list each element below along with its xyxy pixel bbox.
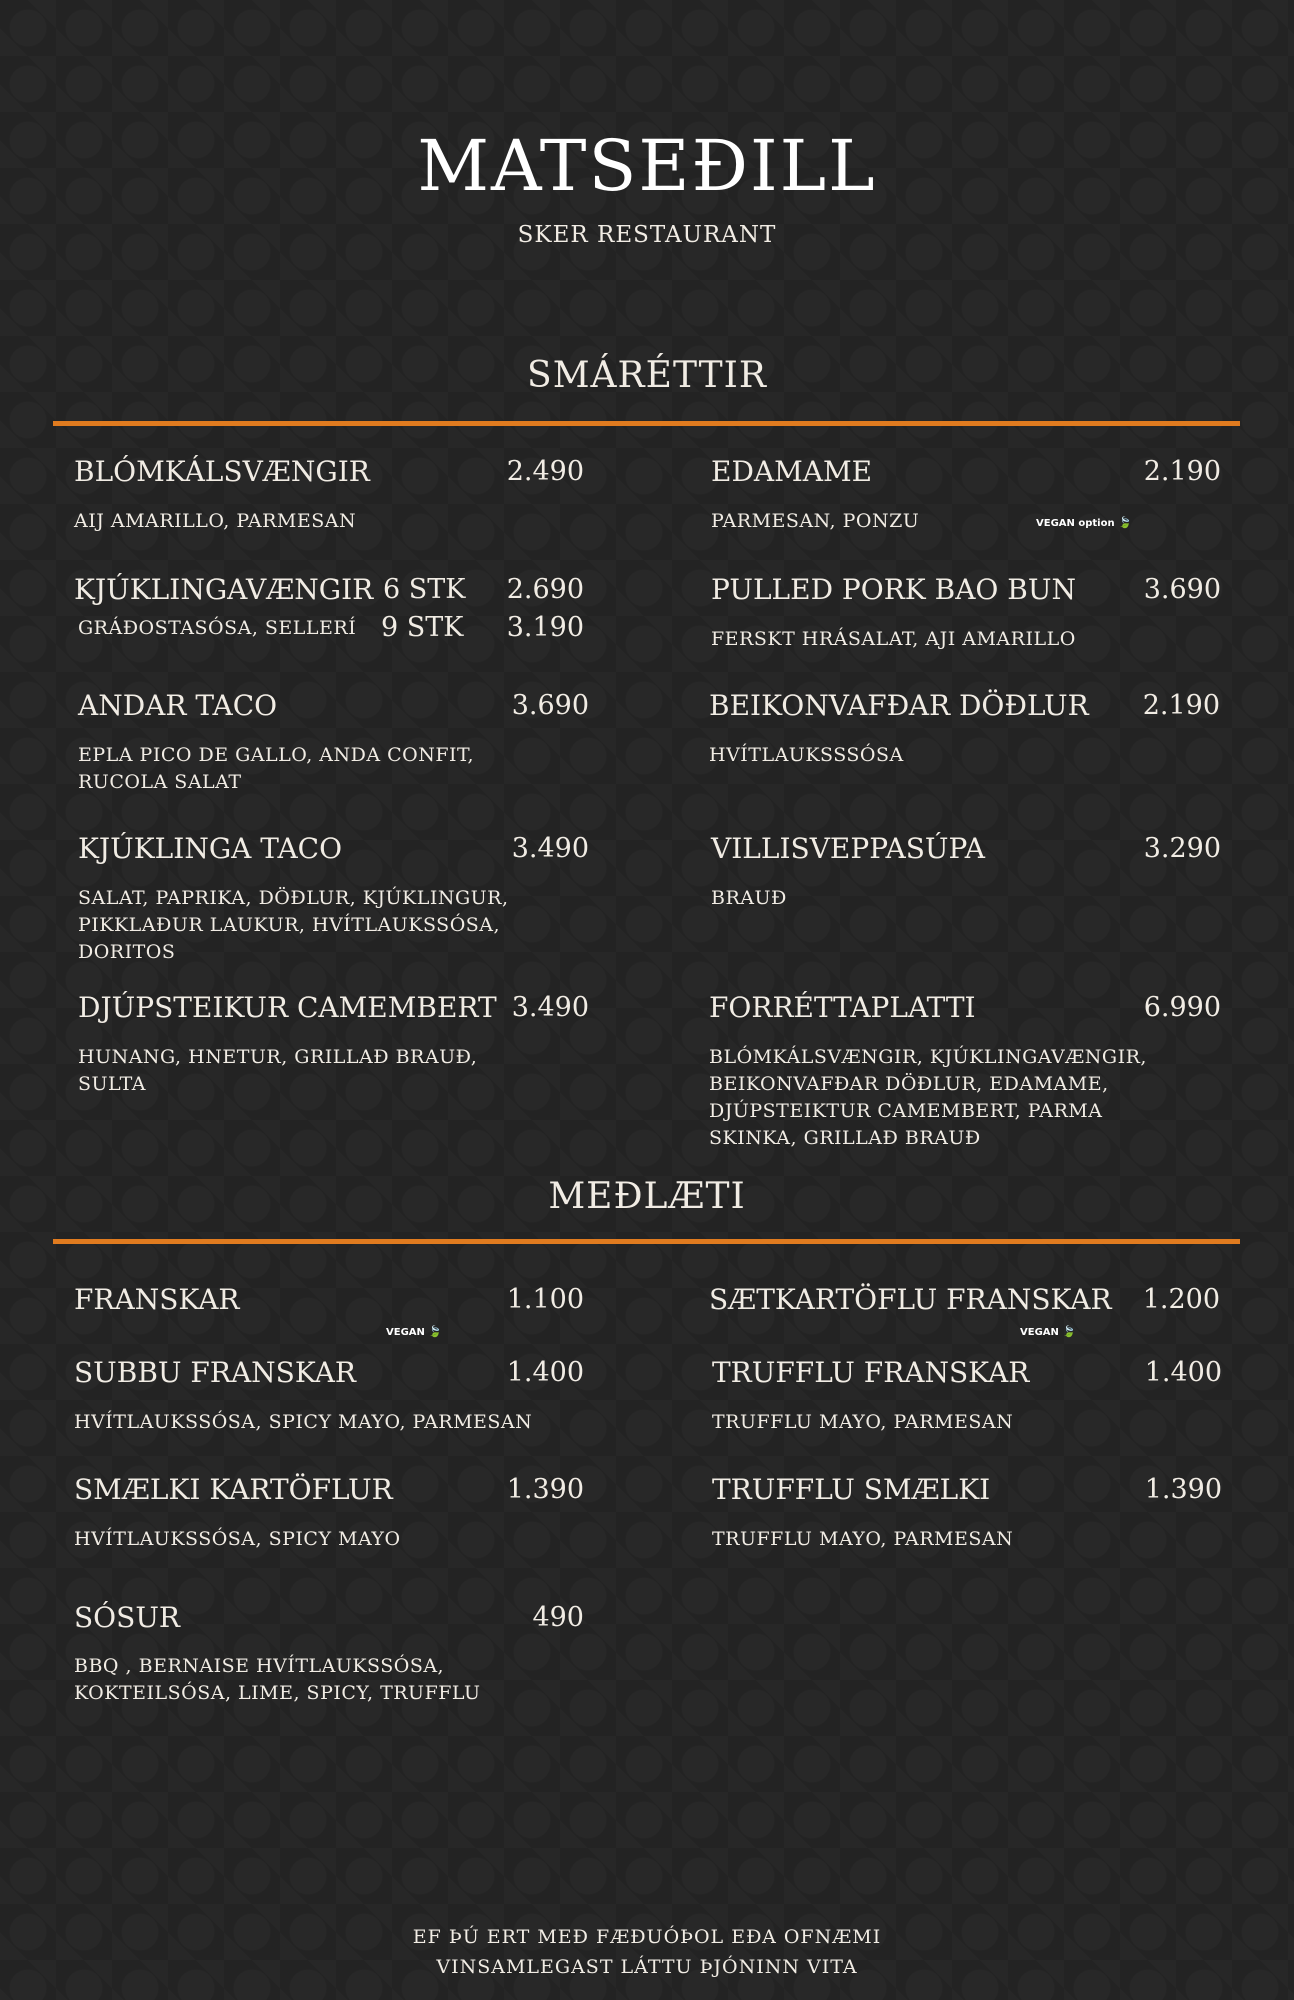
description-line: DJÚPSTEIKTUR CAMEMBERT, PARMA — [709, 1100, 1103, 1122]
menu-item-price: 3.690 — [511, 690, 589, 721]
description-line: HUNANG, HNETUR, GRILLAÐ BRAUÐ, — [78, 1046, 478, 1068]
menu-item-name: PULLED PORK BAO BUN — [711, 573, 1076, 606]
description-line: EPLA PICO DE GALLO, ANDA CONFIT, — [78, 744, 474, 766]
menu-item-name: SÓSUR — [74, 1601, 180, 1634]
menu-item-description — [78, 885, 509, 966]
menu-item-name: SUBBU FRANSKAR — [74, 1356, 356, 1389]
section-title-medlaeti: MEÐLÆTI — [548, 1176, 746, 1217]
menu-item-price: 490 — [532, 1602, 584, 1633]
leaf-icon: 🍃 — [428, 1325, 443, 1338]
menu-item-name: SMÆLKI KARTÖFLUR — [74, 1473, 393, 1506]
section-divider — [53, 1239, 1240, 1244]
menu-item-qty: 6 STK — [383, 574, 466, 605]
description-line: SULTA — [78, 1073, 146, 1095]
menu-item-description: FERSKT HRÁSALAT, AJI AMARILLO — [711, 628, 1076, 650]
menu-item-price: 3.190 — [506, 612, 584, 643]
vegan-tag-label: VEGAN option — [1036, 518, 1115, 529]
menu-item-price: 3.490 — [511, 833, 589, 864]
menu-item-description — [78, 742, 474, 796]
leaf-icon: 🍃 — [1118, 516, 1132, 529]
menu-item-name: DJÚPSTEIKUR CAMEMBERT — [78, 991, 497, 1024]
vegan-option-badge — [1036, 516, 1132, 529]
menu-item-price: 6.990 — [1143, 992, 1221, 1023]
menu-item-description — [709, 1044, 1147, 1152]
menu-item-name: KJÚKLINGA TACO — [78, 832, 343, 865]
menu-item-qty: 9 STK — [381, 612, 464, 643]
menu-item-name: BLÓMKÁLSVÆNGIR — [74, 455, 370, 488]
menu-item-price: 1.400 — [506, 1357, 584, 1388]
allergy-notice-line: EF ÞÚ ERT MEÐ FÆÐUÓÞOL EÐA OFNÆMI — [412, 1926, 882, 1948]
menu-item-description: BRAUÐ — [711, 887, 787, 909]
menu-item-description: AIJ AMARILLO, PARMESAN — [74, 510, 357, 532]
description-line: SALAT, PAPRIKA, DÖÐLUR, KJÚKLINGUR, — [78, 887, 509, 909]
allergy-notice-line: VINSAMLEGAST LÁTTU ÞJÓNINN VITA — [436, 1956, 858, 1978]
menu-item-name: ANDAR TACO — [78, 689, 278, 722]
description-line: PIKKLAÐUR LAUKUR, HVÍTLAUKSSÓSA, — [78, 914, 501, 936]
menu-item-price: 2.190 — [1143, 456, 1221, 487]
menu-item-name: BEIKONVAFÐAR DÖÐLUR — [709, 689, 1089, 722]
menu-item-name: TRUFFLU SMÆLKI — [712, 1473, 991, 1506]
description-line: BLÓMKÁLSVÆNGIR, KJÚKLINGAVÆNGIR, — [709, 1046, 1147, 1068]
menu-item-price: 1.390 — [1144, 1474, 1222, 1505]
menu-item-price: 2.690 — [506, 574, 584, 605]
allergy-notice — [0, 1922, 1294, 1982]
leaf-icon: 🍃 — [1062, 1325, 1077, 1338]
menu-item-name: FORRÉTTAPLATTI — [709, 991, 976, 1024]
menu-item-description: PARMESAN, PONZU — [711, 510, 920, 532]
menu-item-name: TRUFFLU FRANSKAR — [712, 1356, 1030, 1389]
menu-item-name: EDAMAME — [711, 455, 873, 488]
menu-item-name: FRANSKAR — [74, 1283, 240, 1316]
vegan-tag-label: VEGAN — [1020, 1327, 1059, 1338]
menu-item-description: GRÁÐOSTASÓSA, SELLERÍ — [78, 617, 357, 639]
section-divider — [53, 421, 1240, 426]
vegan-tag-label: VEGAN — [386, 1327, 425, 1338]
description-line: RUCOLA SALAT — [78, 771, 242, 793]
vegan-badge — [386, 1325, 442, 1338]
section-title-smarettir: SMÁRÉTTIR — [527, 355, 767, 396]
menu-item-price: 3.290 — [1143, 833, 1221, 864]
menu-item-description: HVÍTLAUKSSÓSA, SPICY MAYO, PARMESAN — [74, 1411, 533, 1433]
menu-item-price: 3.690 — [1143, 574, 1221, 605]
vegan-badge — [1020, 1325, 1076, 1338]
menu-item-price: 1.390 — [506, 1474, 584, 1505]
menu-item-price: 2.190 — [1142, 690, 1220, 721]
menu-item-name: VILLISVEPPASÚPA — [711, 832, 985, 865]
description-line: KOKTEILSÓSA, LIME, SPICY, TRUFFLU — [74, 1682, 481, 1704]
restaurant-name: SKER RESTAURANT — [517, 222, 777, 248]
menu-item-description: TRUFFLU MAYO, PARMESAN — [712, 1411, 1014, 1433]
menu-item-description — [74, 1653, 481, 1707]
menu-title: MATSEÐILL — [417, 125, 877, 207]
menu-item-price: 1.200 — [1142, 1284, 1220, 1315]
menu-item-description: TRUFFLU MAYO, PARMESAN — [712, 1528, 1014, 1550]
description-line: DORITOS — [78, 941, 176, 963]
menu-item-description — [78, 1044, 477, 1098]
menu-item-name: SÆTKARTÖFLU FRANSKAR — [709, 1283, 1112, 1316]
description-line: BBQ , BERNAISE HVÍTLAUKSSÓSA, — [74, 1655, 445, 1677]
menu-item-description: HVÍTLAUKSSÓSA, SPICY MAYO — [74, 1528, 401, 1550]
menu-item-price: 2.490 — [506, 456, 584, 487]
menu-item-name: KJÚKLINGAVÆNGIR — [74, 573, 374, 606]
menu-item-description: HVÍTLAUKSSSÓSA — [709, 744, 904, 766]
description-line: BEIKONVAFÐAR DÖÐLUR, EDAMAME, — [709, 1073, 1109, 1095]
menu-item-price: 3.490 — [511, 992, 589, 1023]
description-line: SKINKA, GRILLAÐ BRAUÐ — [709, 1127, 981, 1149]
menu-item-price: 1.400 — [1144, 1357, 1222, 1388]
menu-item-price: 1.100 — [506, 1284, 584, 1315]
